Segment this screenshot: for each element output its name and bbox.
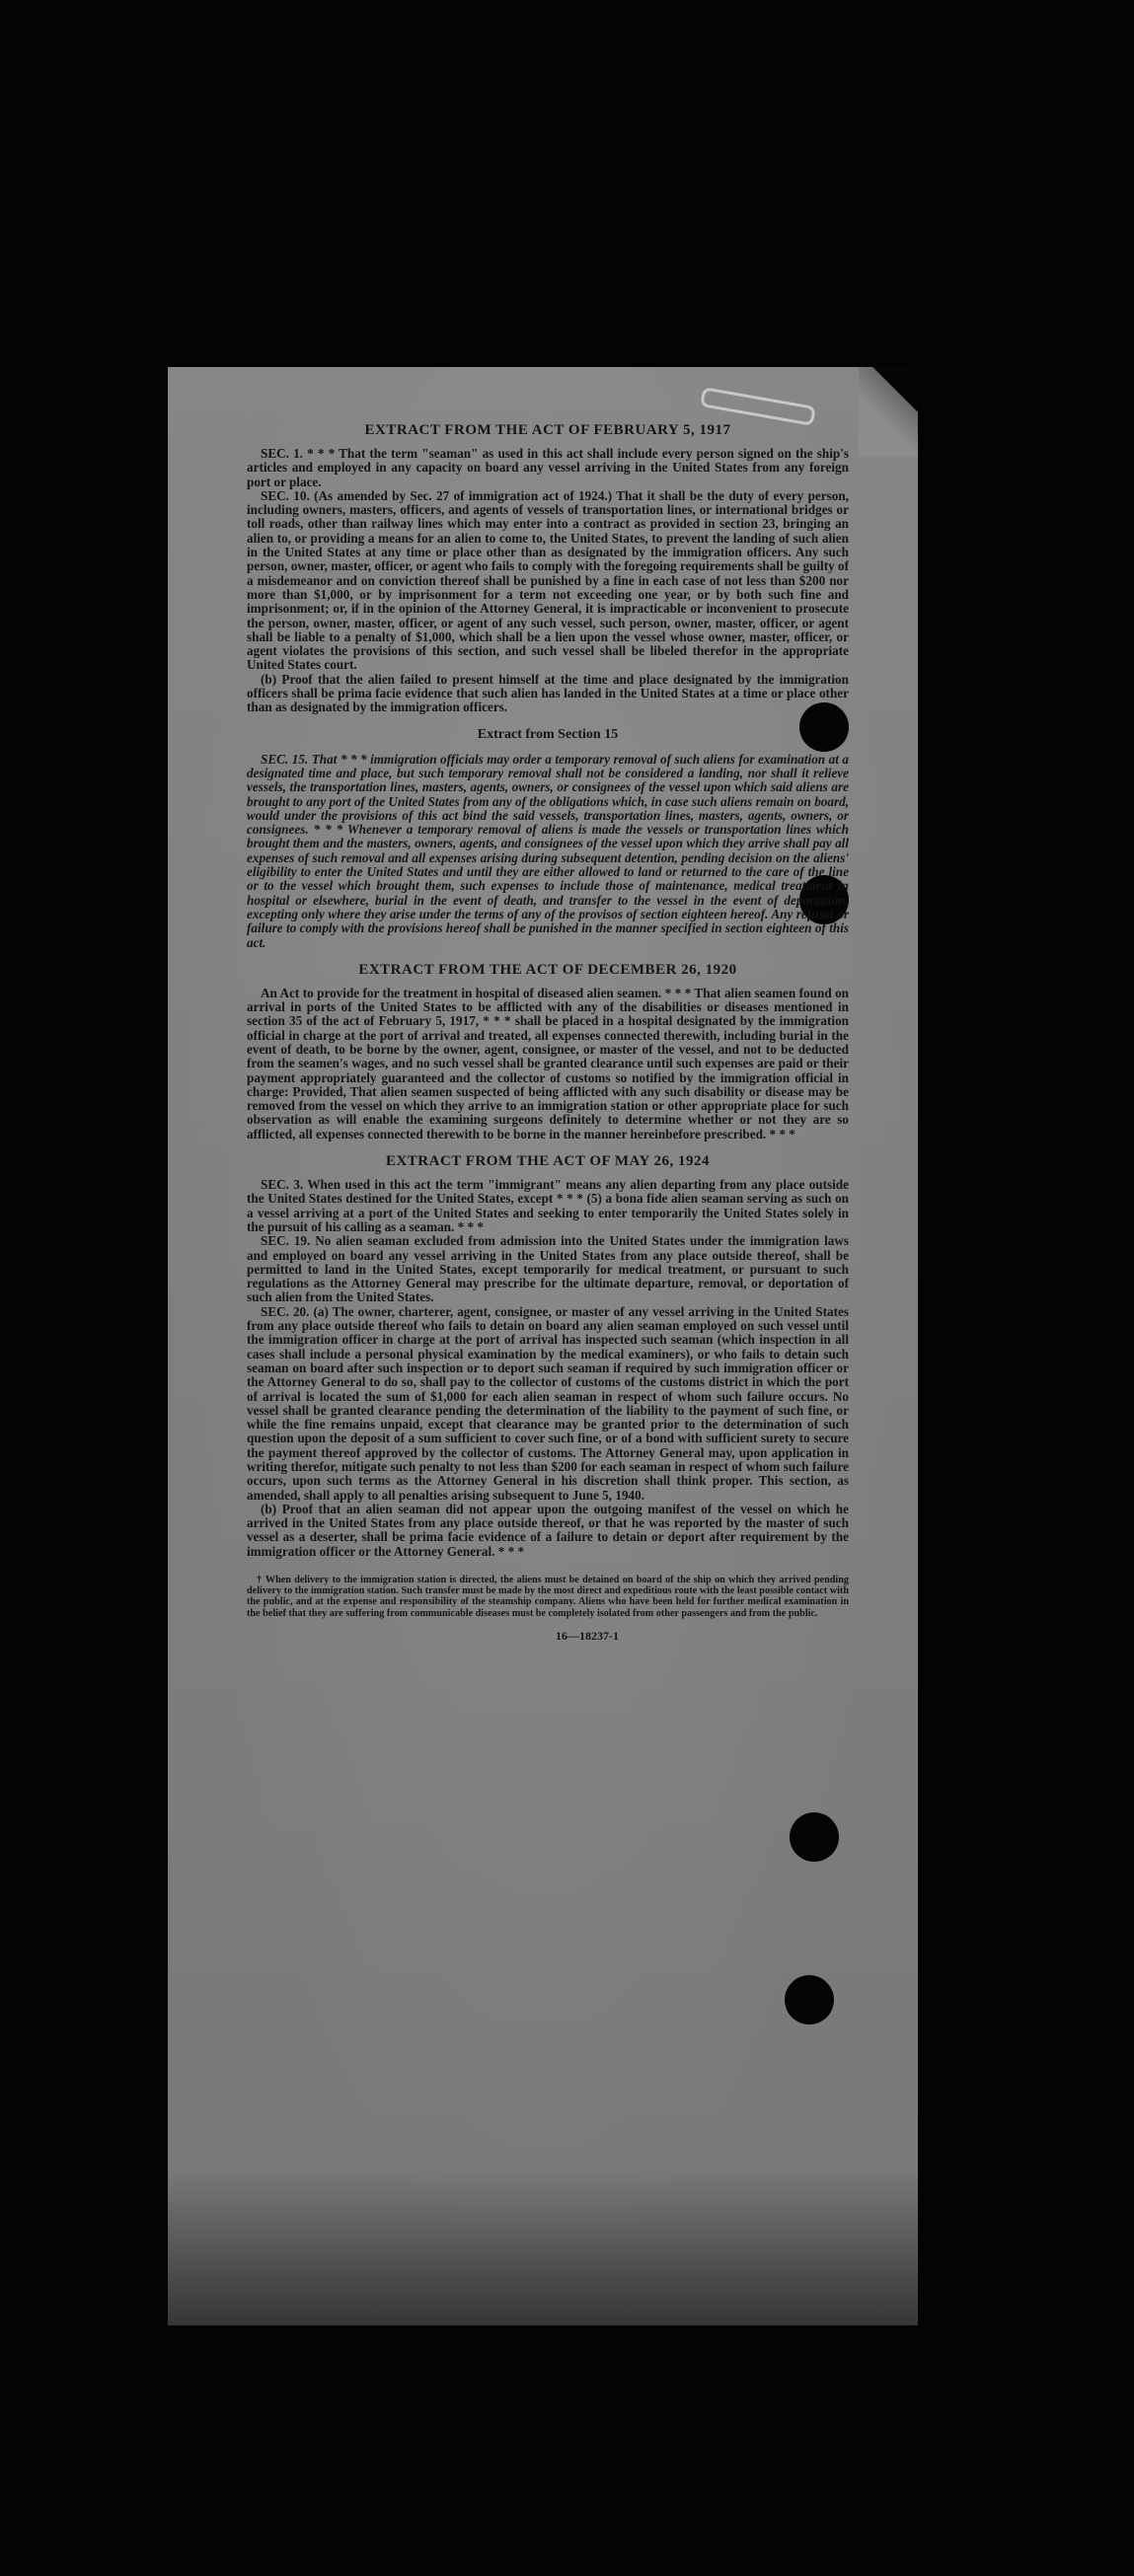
scanned-document-page xyxy=(168,367,918,2325)
paragraph-sec-1: SEC. 1. * * * That the term "seaman" as used in this act shall include every person signed on the ship's articles and employed in any capacity on board any vessel arriving in the United States from any foreign port or place. xyxy=(247,446,849,489)
section-subheading: Extract from Section 15 xyxy=(477,726,619,742)
scan-shadow xyxy=(168,2168,918,2325)
footnote: † When delivery to the immigration station is directed, the aliens must be detained on board of the ship on which they arrived pending delivery to the immigration station. Such transfer must be made by the most direct and expeditious route with the least possible contact with the public, and at the expense and responsibility of the steamship company. Aliens who have been held for further medical examination in the belief that they are suffering from communicable diseases must be completely isolated from other passengers and from the public. xyxy=(247,1575,849,1619)
section-heading: EXTRACT FROM THE ACT OF DECEMBER 26, 1920 xyxy=(358,961,737,978)
document-body xyxy=(247,416,849,1644)
paragraph-sec-19: SEC. 19. No alien seaman excluded from admission into the United States under the immigration laws and employed on board any vessel arriving in the United States from any place outside thereof, shall be permitted to land in the United States, except temporarily for medical treatment, or pursuant to such regulations as the Attorney General may prescribe for the ultimate departure, removal, or deportation of such alien from the United States. xyxy=(247,1233,849,1305)
punch-hole xyxy=(790,1812,839,1862)
paragraph-sec-3: SEC. 3. When used in this act the term "immigrant" means any alien departing from any place outside the United States destined for the United States, except * * * (5) a bona fide alien seaman serving as such on a vessel arriving at a port of the United States and seeking to enter temporarily the United States solely in the pursuit of his calling as a seaman. * * * xyxy=(247,1177,849,1234)
torn-corner xyxy=(859,367,918,456)
paragraph-sec-10-b: (b) Proof that the alien failed to present himself at the time and place designated by the immigration officers shall be prima facie evidence that such alien has landed in the United States at a time or place other than as designated by the immigration officers. xyxy=(247,671,849,715)
form-number: 16—18237-1 xyxy=(556,1629,619,1644)
section-heading: EXTRACT FROM THE ACT OF FEBRUARY 5, 1917 xyxy=(364,422,731,438)
section-heading: EXTRACT FROM THE ACT OF MAY 26, 1924 xyxy=(385,1153,711,1170)
paragraph-sec-10: SEC. 10. (As amended by Sec. 27 of immigration act of 1924.) That it shall be the duty of every person, including owners, masters, officers, and agents of vessels of transportation lines, or international bridges or toll roads, other than railway lines which may enter into a contract as provided in section 23, bringing an alien to, or providing a means for an alien to come to, the United States, to prevent the landing of such alien in the United States at any time or place other than as designated by the immigration officers. Any such person, owner, master, officer, or agent who fails to comply with the foregoing requirements shall be guilty of a misdemeanor and on conviction thereof shall be punished by a fine in each case of not less than $200 nor more than $1,000, or by imprisonment for a term not exceeding one year, or by both such fine and imprisonment; or, if in the opinion of the Attorney General, it is impracticable or inconvenient to prosecute the person, owner, master, officer, or agent of any such vessel, such person, owner, master, officer, or agent shall be liable to a penalty of $1,000, which shall be a lien upon the vessel whose owner, master, officer, or agent violates the provisions of this section, and such vessel shall be libeled therefor in the appropriate United States court. xyxy=(247,487,849,673)
paragraph-sec-20-a: SEC. 20. (a) The owner, charterer, agent, consignee, or master of any vessel arriving in the United States from any place outside thereof who fails to detain on board any alien seaman employed on such vessel until the immigration officer in charge at the port of arrival has inspected such seaman (which inspection in all cases shall include a personal physical examination by the medical examiners), or who fails to detain such seaman on board after such inspection or to deport such seaman if required by such immigration officer or the Attorney General to do so, shall pay to the collector of customs of the customs district in which the port of arrival is located the sum of $1,000 for each alien seaman in respect of whom such failure occurs. No vessel shall be granted clearance pending the determination of the liability to the payment of such fine, or while the fine remains unpaid, except that clearance may be granted prior to the determination of such question upon the deposit of a sum sufficient to cover such fine, or of a bond with sufficient surety to secure the payment thereof approved by the collector of customs. The Attorney General may, upon application in writing therefor, mitigate such penalty to not less than $200 for each seaman in respect of whom such failure occurs, upon such terms as the Attorney General in his discretion shall think proper. This section, as amended, shall apply to all penalties arising subsequent to June 5, 1940. xyxy=(247,1303,849,1503)
paragraph-sec-20-b: (b) Proof that an alien seaman did not appear upon the outgoing manifest of the vessel on which he arrived in the United States from any place outside thereof, or that he was reported by the master of such vessel as a deserter, shall be prima facie evidence of a failure to detain or deport after requirement by the immigration officer or the Attorney General. * * * xyxy=(247,1501,849,1559)
paragraph-act-1920: An Act to provide for the treatment in hospital of diseased alien seamen. * * * That alien seamen found on arrival in ports of the United States to be afflicted with any of the disabilities or diseases mentioned in section 35 of the act of February 5, 1917, * * * shall be placed in a hospital designated by the immigration official in charge at the port of arrival and treated, all expenses connected therewith, including burial in the event of death, to be borne by the owner, agent, consignee, or master of the vessel, and not to be deducted from the seamen's wages, and no such vessel shall be granted clearance until such expenses are paid or their payment appropriately guaranteed and the collector of customs so notified by the immigration official in charge: Provided, That alien seamen suspected of being afflicted with any such disability or disease may be removed from the vessel on which they arrive to an immigration station or other appropriate place for such observation as will enable the examining surgeons definitely to determine whether or not they are so afflicted, all expenses connected therewith to be borne in the manner hereinbefore prescribed. * * * xyxy=(247,985,849,1141)
paragraph-sec-15: SEC. 15. That * * * immigration officials may order a temporary removal of such aliens for examination at a designated time and place, but such temporary removal shall not be considered a landing, nor shall it relieve vessels, the transportation lines, masters, agents, owners, or consignees of the vessel upon which said aliens are brought to any port of the United States from any of the obligations which, in case such aliens remain on board, would under the provisions of this act bind the said vessels, transportation lines, masters, agents, owners, or consignees. * * * Whenever a temporary removal of aliens is made the vessels or transportation lines which brought them and the masters, owners, agents, and consignees of the vessel upon which they arrive shall pay all expenses of such removal and all expenses arising during subsequent detention, pending decision on the aliens' eligibility to enter the United States and until they are either allowed to land or returned to the care of the line or to the vessel which brought them, such expenses to include those of maintenance, medical treatment in hospital or elsewhere, burial in the event of death, and transfer to the vessel in the event of deportation, excepting only where they arise under the terms of any of the provisos of section eighteen hereof. Any refusal or failure to comply with the provisions hereof shall be punished in the manner specified in section eighteen of this act. xyxy=(247,751,849,950)
punch-hole xyxy=(785,1975,834,2024)
